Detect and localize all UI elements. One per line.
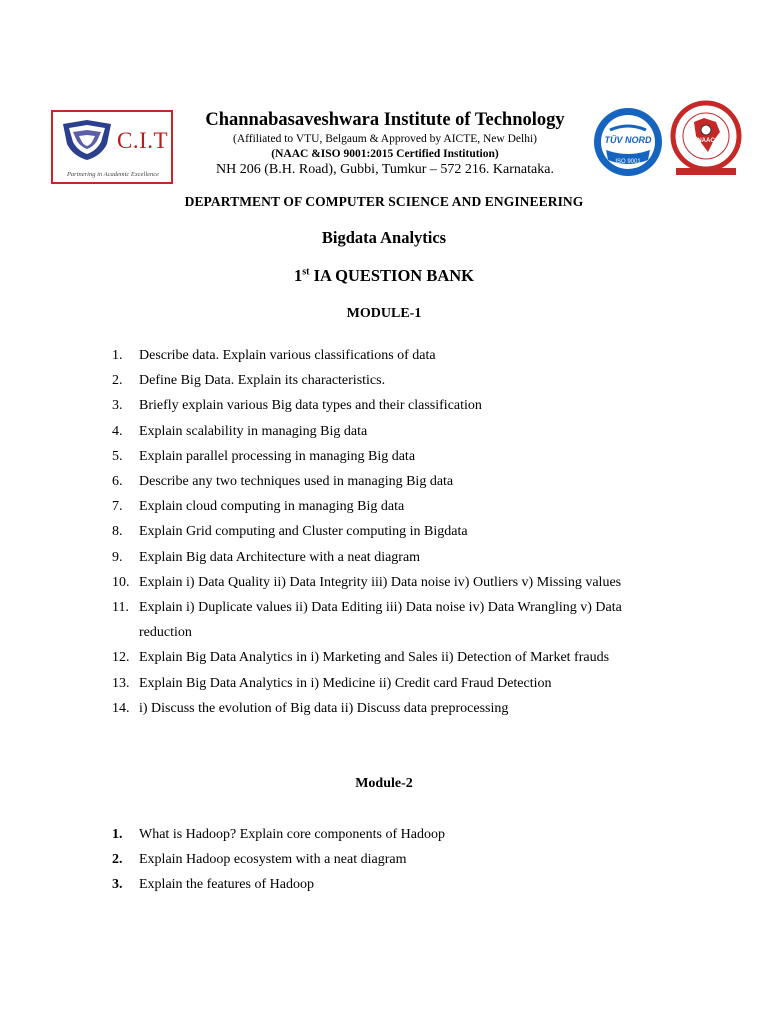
qbank-number: 1 — [293, 266, 303, 285]
question-item — [112, 545, 672, 570]
question-item — [112, 519, 672, 544]
question-text: i) Discuss the evolution of Big data ii) Discuss data preprocessing — [139, 700, 509, 716]
question-item — [112, 494, 672, 519]
module-2-heading: Module-2 — [355, 776, 413, 791]
question-item — [112, 469, 672, 494]
naac-text: NAAC — [697, 138, 715, 144]
qbank-label: IA QUESTION BANK — [309, 266, 475, 285]
question-item — [112, 671, 672, 696]
question-item — [112, 444, 672, 469]
question-text: Explain Grid computing and Cluster computing in Bigdata — [139, 524, 468, 540]
question-item — [112, 872, 672, 897]
institute-address: NH 206 (B.H. Road), Gubbi, Tumkur – 572 216. Karnataka. — [216, 162, 554, 177]
question-item — [112, 822, 672, 847]
institute-header — [180, 108, 590, 179]
question-item — [112, 696, 672, 721]
qbank-ordinal: st — [302, 266, 310, 278]
institute-name: Channabasaveshwara Institute of Technology — [205, 110, 565, 130]
question-number: 1. — [112, 348, 123, 363]
question-text: Explain Hadoop ecosystem with a neat diagram — [139, 852, 407, 868]
department-title: DEPARTMENT OF COMPUTER SCIENCE AND ENGINEERING — [184, 194, 584, 209]
module-1-question-list — [112, 343, 672, 721]
module-1-heading: MODULE-1 — [346, 306, 422, 321]
question-text: Explain scalability in managing Big data — [139, 423, 368, 439]
institute-affiliation: (Affiliated to VTU, Belgaum & Approved by AICTE, New Delhi) — [233, 133, 537, 145]
question-text: Define Big Data. Explain its characteristics. — [139, 373, 386, 389]
subject-title: Bigdata Analytics — [321, 228, 447, 247]
question-text: Explain i) Data Quality ii) Data Integrity iii) Data noise iv) Outliers v) Missing values — [139, 574, 622, 590]
question-number: 13. — [112, 675, 130, 691]
question-item — [112, 368, 672, 393]
question-text: Briefly explain various Big data types and their classification — [139, 398, 482, 414]
question-item — [112, 645, 672, 670]
question-number: 2. — [112, 373, 123, 389]
tuv-nord-logo — [592, 106, 664, 178]
tuv-nord-text: TÜV NORD — [604, 135, 652, 145]
cit-logo-tagline: Partnering in Academic Excellence — [66, 171, 160, 178]
question-text: Explain Big Data Analytics in i) Marketing and Sales ii) Detection of Market frauds — [139, 650, 610, 666]
question-number: 5. — [112, 448, 123, 464]
question-text: Explain Big Data Analytics in i) Medicine ii) Credit card Fraud Detection — [139, 675, 552, 691]
question-item — [112, 847, 672, 872]
module-2-question-list — [112, 822, 672, 898]
question-text: Describe any two techniques used in managing Big data — [139, 474, 454, 490]
question-bank-title — [0, 266, 768, 286]
question-number: 14. — [112, 700, 130, 716]
question-item — [112, 595, 672, 645]
cit-logo — [51, 110, 173, 184]
question-text: Explain parallel processing in managing Big data — [139, 448, 416, 464]
question-number: 3. — [112, 877, 123, 893]
question-number: 4. — [112, 423, 123, 439]
question-text: Explain the features of Hadoop — [139, 877, 314, 893]
question-number: 2. — [112, 852, 123, 868]
question-item — [112, 570, 672, 595]
shield-emblem-icon — [61, 118, 113, 162]
question-item — [112, 393, 672, 418]
cit-logo-text: C.I.T — [117, 128, 169, 153]
question-number: 12. — [112, 650, 130, 666]
question-number: 10. — [112, 574, 130, 590]
question-number: 11. — [112, 600, 129, 616]
question-text: Describe data. Explain various classifications of data — [139, 348, 436, 363]
institute-certification: (NAAC &ISO 9001:2015 Certified Institution) — [271, 148, 499, 160]
question-text: Explain i) Duplicate values ii) Data Editing iii) Data noise iv) Data Wrangling v) Data reduction — [139, 600, 622, 641]
iso-text: ISO 9001 — [615, 159, 641, 165]
question-text: What is Hadoop? Explain core components of Hadoop — [139, 827, 445, 842]
question-number: 1. — [112, 827, 123, 842]
question-number: 6. — [112, 474, 123, 490]
question-text: Explain Big data Architecture with a neat diagram — [139, 549, 421, 565]
question-number: 3. — [112, 398, 123, 414]
question-item — [112, 419, 672, 444]
question-number: 9. — [112, 549, 123, 565]
question-number: 7. — [112, 499, 123, 515]
question-item — [112, 343, 672, 368]
question-text: Explain cloud computing in managing Big data — [139, 499, 405, 515]
question-number: 8. — [112, 524, 123, 540]
naac-logo — [670, 100, 742, 178]
